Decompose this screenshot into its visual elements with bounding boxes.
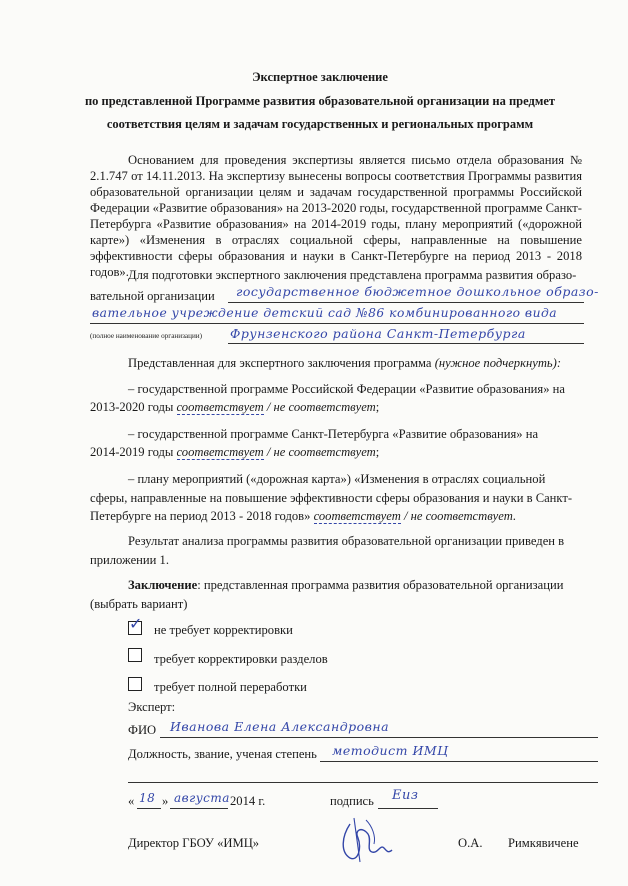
option-label-3: требует полной переработки [154,680,307,694]
org-line-1 [228,302,584,303]
conclusion-label: Заключение [128,578,198,592]
item-2-end: ; [375,445,380,459]
item-3-no: / не соответствует [403,509,513,523]
item-3-end: . [512,509,516,523]
director-label: Директор ГБОУ «ИМЦ» [128,836,260,850]
doc-title: Экспертное заключение [252,70,388,84]
item-1-end: ; [375,400,380,414]
conclusion-text-2: (выбрать вариант) [90,597,188,611]
date-year: 2014 г. [230,794,266,808]
result-line-2: приложении 1. [90,553,169,567]
compliance-lead-note: (нужное подчеркнуть): [434,356,562,370]
conclusion-text: : представленная программа развития образовательной организации [197,578,564,592]
compliance-lead [128,356,561,371]
director-surname: Римкявичене [508,836,579,850]
conclusion-line [128,578,563,593]
option-label-1: не требует корректировки [154,623,293,637]
compliance-item-1-a: – государственной программе Российской Федерации «Развитие образования» на [128,382,565,396]
item-3-yes: соответствует [313,509,401,523]
item-2-no: / не соответствует [266,445,376,459]
blank-line [128,782,598,783]
signature-line [378,808,438,809]
expert-label: Эксперт: [128,700,176,714]
compliance-item-3-b: сферы, направленные на повышение эффективности сферы образования и науки в Санкт- [90,491,573,505]
position-label: Должность, звание, ученая степень [128,747,317,761]
signature-label: подпись [330,794,374,808]
option-checkbox-3[interactable] [128,677,142,691]
fio-line [160,737,598,738]
compliance-item-1-b [90,400,379,415]
option-checkbox-2[interactable] [128,648,142,662]
compliance-item-3-c [90,509,516,524]
item-2-period: 2014-2019 годы [90,445,174,459]
date-month: августа [174,791,230,805]
org-name-line-3: Фрунзенского района Санкт-Петербурга [230,326,526,341]
org-name-line-2: вательное учреждение детский сад №86 комбинированного вида [92,306,558,320]
intro-paragraph: Основанием для проведения экспертизы является письмо отдела образования № 2.1.747 от 14.11.2013. На экспертизу вынесены вопросы соответствия Программы развития образовательной организации целям и задачам государственной программы Российской Федерации «Развитие образования» на 2013-2020 годы, государственной программе Санкт-Петербурга «Развитие образования» на 2014-2019 годы, плану мероприятий («дорожной карте») «Изменения в отраслях социальной сферы, направленные на повышение эффективности сферы образования и науки в Санкт-Петербурге на период 2013 - 2018 годов». [90,153,582,279]
org-lead-2: вательной организации [90,289,215,303]
org-name-line-1: государственное бюджетное дошкольное образо- [236,284,599,299]
position-value: методист ИМЦ [332,743,449,758]
compliance-item-2-b [90,445,379,460]
result-line-1: Результат анализа программы развития образовательной организации приведен в [128,534,565,548]
director-signature-icon [332,814,394,866]
org-line-2 [90,323,584,324]
item-3-period: Петербурге на период 2013 - 2018 годов» [90,509,311,523]
item-1-yes: соответствует [176,400,264,414]
date-open: « [128,794,135,808]
org-line-3 [228,343,584,344]
compliance-item-3-a: – плану мероприятий («дорожная карта») «Изменения в отраслях социальной [128,472,546,486]
date-day: 18 [139,791,156,805]
item-1-no: / не соответствует [266,400,376,414]
org-caption: (полное наименование организации) [90,332,203,340]
compliance-lead-text: Представленная для экспертного заключения программа [128,356,432,370]
signature-value: Еиз [392,788,419,803]
item-2-yes: соответствует [176,445,264,459]
director-initials: О.А. [458,836,483,850]
doc-subtitle-2: соответствия целям и задачам государственных и региональных программ [106,117,534,131]
fio-value: Иванова Елена Александровна [170,719,390,734]
compliance-item-2-a: – государственной программе Санкт-Петербурга «Развитие образования» на [128,427,539,441]
date-close: » [162,794,169,808]
position-line [320,761,598,762]
doc-subtitle-1: по представленной Программе развития образовательной организации на предмет [84,94,556,108]
org-lead: Для подготовки экспертного заключения представлена программа развития образо- [128,268,577,282]
item-1-period: 2013-2020 годы [90,400,174,414]
date-day-line [137,808,161,809]
checkmark-icon: ✓ [129,614,143,633]
option-label-2: требует корректировки разделов [154,652,328,666]
fio-label: ФИО [128,723,157,737]
date-month-line [170,808,228,809]
